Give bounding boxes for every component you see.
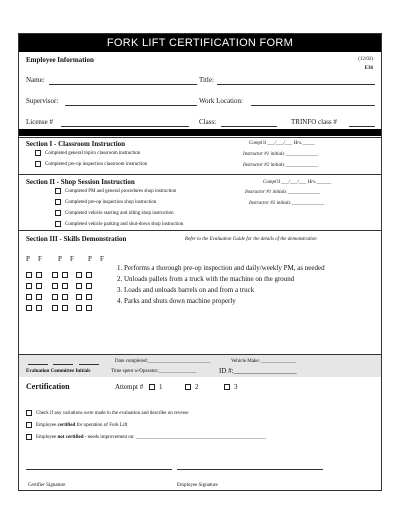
section2 bbox=[19, 175, 381, 231]
checkbox[interactable] bbox=[26, 410, 32, 416]
checkbox[interactable] bbox=[55, 210, 61, 216]
checkbox[interactable] bbox=[26, 305, 32, 311]
certifier-signature-line[interactable] bbox=[26, 462, 172, 470]
class-label: Class: bbox=[199, 118, 217, 126]
skill-item: 4. Parks and shuts down machine properly bbox=[117, 297, 236, 305]
checkbox[interactable] bbox=[35, 161, 41, 167]
item-label: Completed vehicle parking and shut-down shop instruction bbox=[65, 221, 184, 227]
class-field[interactable] bbox=[221, 119, 277, 127]
attempt-1: 1 bbox=[149, 383, 163, 391]
instructor1-initials: Instructor #1 initials _____________ bbox=[243, 152, 319, 157]
checkbox[interactable] bbox=[55, 221, 61, 227]
not-certified-check bbox=[26, 434, 266, 440]
skill-item: 1. Performs a thorough pre-op inspection and daily/weekly PM, as needed bbox=[117, 264, 325, 272]
divider-bar bbox=[19, 129, 381, 136]
check-label: Employee certified for operation of Fork Lift bbox=[36, 422, 128, 428]
supervisor-label: Supervisor: bbox=[26, 97, 59, 105]
title-label: Title: bbox=[199, 76, 214, 84]
certifier-signature-label: Certifier Signature bbox=[28, 483, 66, 488]
section2-item bbox=[55, 221, 183, 227]
attempt-label: Attempt # bbox=[115, 383, 144, 391]
trinfo-field[interactable] bbox=[349, 119, 375, 127]
vehicle-make: Vehicle Make: ______________ bbox=[231, 359, 297, 364]
initials-field[interactable] bbox=[79, 357, 99, 365]
section1-completed: Compl'd ___/___/___ Hrs._____ bbox=[249, 141, 315, 146]
section1-item bbox=[35, 161, 147, 167]
section2-item bbox=[55, 199, 156, 205]
section3-heading: Section III - Skills Demonstration bbox=[26, 235, 127, 243]
initials-field[interactable] bbox=[53, 357, 73, 365]
variations-check bbox=[26, 410, 188, 416]
form-title: FORK LIFT CERTIFICATION FORM bbox=[19, 34, 381, 52]
checkbox[interactable] bbox=[185, 384, 191, 390]
date-completed: Date completed:_________________________ bbox=[115, 359, 211, 364]
section1 bbox=[19, 136, 381, 175]
section2-heading: Section II - Shop Session Instruction bbox=[26, 178, 135, 186]
instructor1-initials: Instructor #1 initials _____________ bbox=[245, 190, 321, 195]
employee-signature-label: Employee Signature bbox=[177, 483, 218, 488]
section2-completed: Compl'd ___/___/___ Hrs.______ bbox=[263, 180, 332, 185]
item-label: Completed PM and general procedures shop instruction bbox=[65, 188, 177, 194]
time-spent: Time spent w/Operator:_______________ bbox=[111, 369, 197, 374]
check-label: Employee not certified - needs improvement on: ____________________________________________________ bbox=[36, 434, 266, 440]
title-field[interactable] bbox=[217, 77, 375, 85]
checkbox[interactable] bbox=[35, 150, 41, 156]
employee-info-heading: Employee Information bbox=[26, 56, 94, 64]
certified-check bbox=[26, 422, 127, 428]
work-location-field[interactable] bbox=[251, 98, 375, 106]
checkbox[interactable] bbox=[52, 305, 58, 311]
item-label: Completed pre-op inspection classroom instruction bbox=[45, 161, 148, 167]
date-code: (12/02) bbox=[358, 57, 373, 62]
checkbox[interactable] bbox=[76, 305, 82, 311]
evaluation-section bbox=[19, 355, 381, 377]
name-field[interactable] bbox=[49, 77, 197, 85]
checkbox[interactable] bbox=[149, 384, 155, 390]
checkbox[interactable] bbox=[26, 434, 32, 440]
checkbox[interactable] bbox=[224, 384, 230, 390]
check-label: Check if any variations were made in the evaluation and describe on reverse bbox=[36, 410, 189, 416]
item-label: Completed general topics classroom instruction bbox=[45, 150, 141, 156]
certification-section bbox=[19, 377, 381, 492]
checkbox[interactable] bbox=[86, 305, 92, 311]
supervisor-field[interactable] bbox=[65, 98, 197, 106]
license-field[interactable] bbox=[61, 119, 189, 127]
skill-row bbox=[26, 299, 92, 317]
item-label: Completed pre-op inspection shop instruction bbox=[65, 199, 157, 205]
pf-header: P F P F P F bbox=[26, 255, 104, 263]
section3-note: Refer to the Evaluation Guide for the details of the demonstration bbox=[185, 237, 317, 242]
certification-form bbox=[18, 33, 382, 491]
skill-item: 3. Loads and unloads barrels on and from a truck bbox=[117, 286, 255, 294]
license-label: License # bbox=[26, 118, 54, 126]
employee-signature-line[interactable] bbox=[177, 462, 323, 470]
certification-heading: Certification bbox=[26, 382, 70, 391]
initials-field[interactable] bbox=[28, 357, 48, 365]
committee-initials-label: Evaluation Committee Initials bbox=[26, 369, 91, 374]
instructor2-initials: Instructor #2 initials _____________ bbox=[243, 163, 319, 168]
name-label: Name: bbox=[26, 76, 45, 84]
section1-item bbox=[35, 150, 140, 156]
instructor2-initials: Instructor #2 initials _____________ bbox=[249, 201, 325, 206]
section1-heading: Section I - Classroom Instruction bbox=[26, 140, 126, 148]
checkbox[interactable] bbox=[55, 188, 61, 194]
checkbox[interactable] bbox=[26, 422, 32, 428]
section2-item bbox=[55, 188, 176, 194]
checkbox[interactable] bbox=[55, 199, 61, 205]
section2-item bbox=[55, 210, 174, 216]
item-label: Completed vehicle starting and idling shop instruction bbox=[65, 210, 174, 216]
section3 bbox=[19, 231, 381, 355]
checkbox[interactable] bbox=[62, 305, 68, 311]
checkbox[interactable] bbox=[36, 305, 42, 311]
attempt-2: 2 bbox=[185, 383, 199, 391]
form-code: E36 bbox=[364, 66, 373, 71]
attempt-3: 3 bbox=[224, 383, 238, 391]
skill-item: 2. Unloads pallets from a truck with the machine on the ground bbox=[117, 275, 295, 283]
work-location-label: Work Location: bbox=[199, 97, 243, 105]
trinfo-label: TRINFO class # bbox=[291, 118, 337, 126]
employee-info-section bbox=[19, 52, 381, 138]
vehicle-id: ID #:__________________ bbox=[219, 367, 297, 375]
